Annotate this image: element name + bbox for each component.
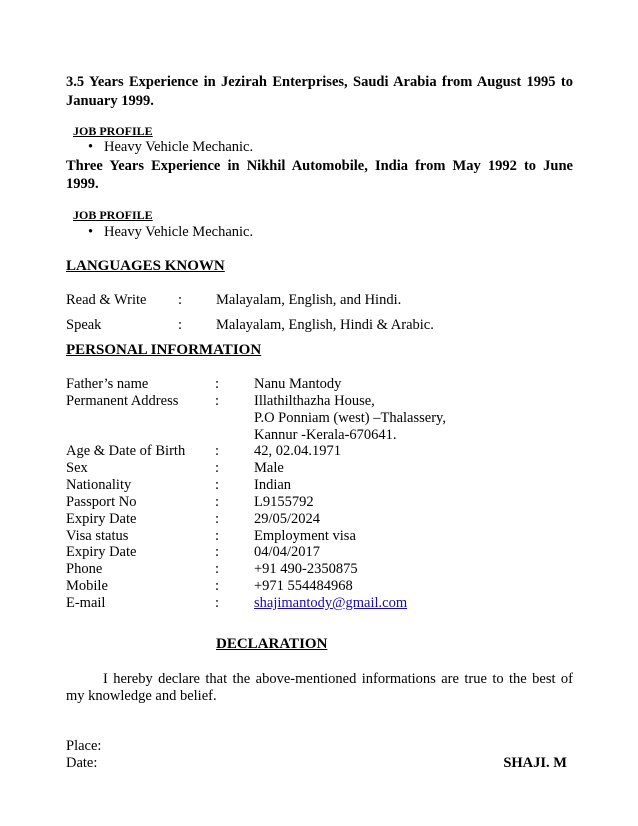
- experience-1-title-line2: January 1999.: [66, 93, 154, 109]
- personal-row-label: Visa status: [66, 528, 129, 544]
- personal-info-heading: PERSONAL INFORMATION: [66, 342, 262, 358]
- bullet-icon: •: [88, 139, 94, 155]
- personal-row-label: Nationality: [66, 477, 132, 493]
- personal-row-value: Male: [254, 460, 284, 476]
- experience-2-job-profile-label: JOB PROFILE: [73, 208, 153, 222]
- personal-row-value: Employment visa: [254, 528, 356, 544]
- personal-row-separator: :: [215, 578, 220, 594]
- language-row-separator: :: [178, 317, 183, 333]
- personal-row-label: Expiry Date: [66, 544, 137, 560]
- personal-row-separator: :: [215, 544, 220, 560]
- signature-name: SHAJI. M: [503, 755, 567, 771]
- experience-2-title-line2: 1999.: [66, 176, 99, 192]
- personal-row-value: 42, 02.04.1971: [254, 443, 341, 459]
- personal-row-value: +971 554484968: [254, 578, 353, 594]
- language-row-value: Malayalam, English, Hindi & Arabic.: [216, 317, 434, 333]
- personal-row-separator: :: [215, 477, 220, 493]
- personal-row-separator: :: [215, 393, 220, 409]
- declaration-line1: I hereby declare that the above-mentioned informations are true to the best of: [103, 671, 573, 687]
- personal-row-label: Mobile: [66, 578, 108, 594]
- personal-row-separator: :: [215, 443, 220, 459]
- place-label: Place:: [66, 738, 102, 754]
- declaration-heading: DECLARATION: [216, 636, 328, 652]
- declaration-line2: my knowledge and belief.: [66, 688, 217, 704]
- personal-row-separator: :: [215, 561, 220, 577]
- date-label: Date:: [66, 755, 98, 771]
- personal-row-separator: :: [215, 376, 220, 392]
- language-row-label: Speak: [66, 317, 102, 333]
- personal-row-label: Phone: [66, 561, 103, 577]
- experience-2-duty: Heavy Vehicle Mechanic.: [104, 224, 254, 240]
- personal-row-value: L9155792: [254, 494, 314, 510]
- personal-row-label: E-mail: [66, 595, 106, 611]
- bullet-icon: •: [88, 224, 94, 240]
- personal-row-label: Permanent Address: [66, 393, 179, 409]
- personal-row-value: 29/05/2024: [254, 511, 321, 527]
- language-row-value: Malayalam, English, and Hindi.: [216, 292, 402, 308]
- personal-row-separator: :: [215, 595, 220, 611]
- personal-row-separator: :: [215, 528, 220, 544]
- personal-row-label: Expiry Date: [66, 511, 137, 527]
- language-row-separator: :: [178, 292, 183, 308]
- personal-row-separator: :: [215, 494, 220, 510]
- personal-row-value: 04/04/2017: [254, 544, 321, 560]
- email-link[interactable]: shajimantody@gmail.com: [254, 595, 408, 611]
- experience-1-title-line1: 3.5 Years Experience in Jezirah Enterprises, Saudi Arabia from August 1995 to: [66, 74, 573, 90]
- language-row-label: Read & Write: [66, 292, 147, 308]
- experience-1-duty: Heavy Vehicle Mechanic.: [104, 139, 254, 155]
- personal-row-label: Sex: [66, 460, 88, 476]
- experience-1-job-profile-label: JOB PROFILE: [73, 124, 153, 138]
- experience-2-title-line1: Three Years Experience in Nikhil Automobile, India from May 1992 to June: [66, 158, 573, 174]
- personal-row-label: Father’s name: [66, 376, 149, 392]
- personal-row-separator: :: [215, 511, 220, 527]
- languages-heading: LANGUAGES KNOWN: [66, 258, 225, 274]
- personal-row-value: +91 490-2350875: [254, 561, 358, 577]
- personal-row-value: Nanu Mantody: [254, 376, 342, 392]
- address-line: P.O Ponniam (west) –Thalassery,: [254, 410, 446, 426]
- experience-2-duty-item: [88, 224, 253, 241]
- address-line: Kannur -Kerala-670641.: [254, 427, 397, 443]
- experience-1-duty-item: [88, 139, 253, 156]
- personal-row-value: Illathilthazha House,: [254, 393, 375, 409]
- personal-row-separator: :: [215, 460, 220, 476]
- personal-row-value: Indian: [254, 477, 292, 493]
- personal-row-label: Passport No: [66, 494, 137, 510]
- personal-row-label: Age & Date of Birth: [66, 443, 186, 459]
